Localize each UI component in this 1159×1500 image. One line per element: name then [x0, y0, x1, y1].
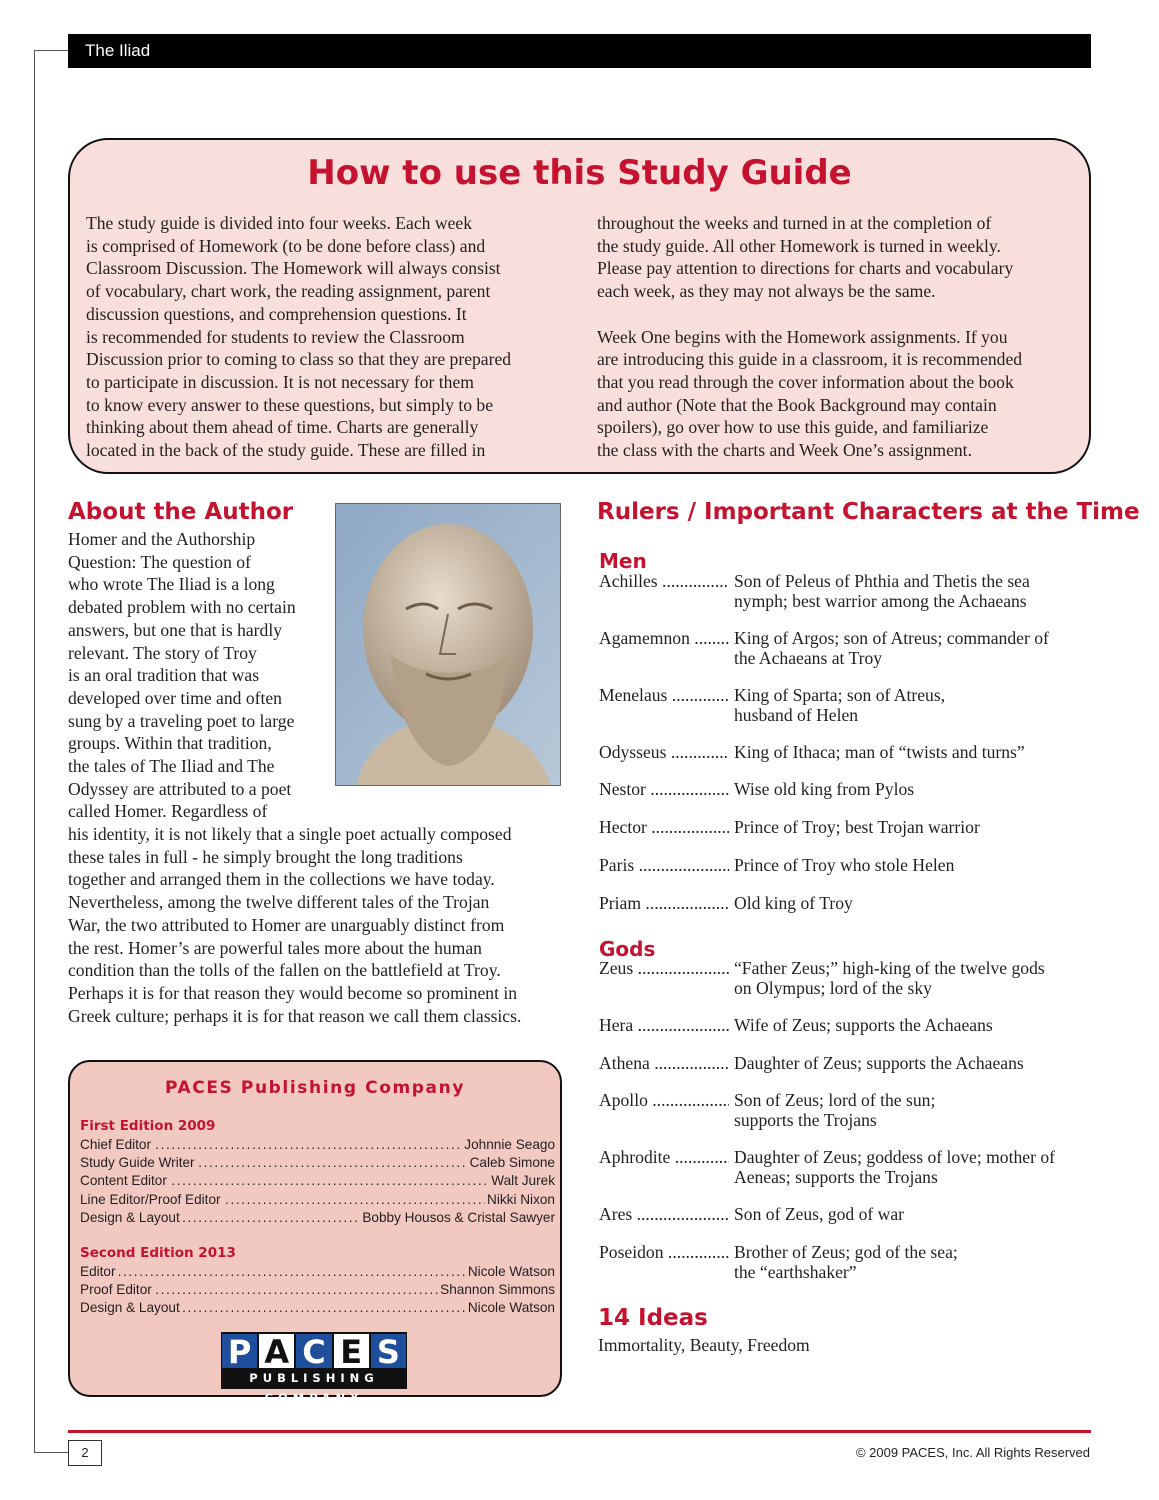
text-line: answers, but one that is hardly [68, 619, 283, 640]
text-line: Classroom Discussion. The Homework will always consist [86, 258, 501, 279]
running-header: The Iliad [68, 34, 1091, 68]
description-line: nymph; best warrior among the Achaeans [734, 590, 1027, 611]
description-line: Son of Peleus of Phthia and Thetis the sea [734, 571, 1030, 591]
text-line: relevant. The story of Troy [68, 642, 257, 663]
about-author-heading: About the Author [68, 499, 294, 525]
text-line: condition than the tolls of the fallen on the battlefield at Troy. [68, 960, 501, 981]
text-line: that you read through the cover information about the book [597, 371, 1014, 392]
logo-subtitle: PUBLISHING COMPANY [249, 1371, 379, 1405]
text-line [597, 303, 1022, 326]
description-line: King of Argos; son of Atreus; commander of [734, 628, 1049, 648]
character-description [734, 1205, 904, 1225]
text-line: the tales of The Iliad and The [68, 756, 275, 777]
text-line: debated problem with no certain [68, 597, 296, 618]
page-bracket-line [34, 50, 68, 1453]
logo-letter: S [371, 1334, 406, 1368]
description-line: Aeneas; supports the Trojans [734, 1166, 938, 1187]
text-line: is an oral tradition that was [68, 665, 260, 686]
description-line: Daughter of Zeus; goddess of love; mother of [734, 1147, 1056, 1167]
credit-name: Nicole Watson [466, 1299, 555, 1317]
description-line: King of Sparta; son of Atreus, [734, 685, 946, 705]
text-line: War, the two attributed to Homer are unarguably distinct from [68, 914, 505, 935]
text-line: Week One begins with the Homework assignments. If you [597, 326, 1008, 347]
text-line: is recommended for students to review the Classroom [86, 326, 465, 347]
text-line: Greek culture; perhaps it is for that reason we call them classics. [68, 1005, 522, 1026]
homer-bust-image [335, 503, 561, 786]
credit-role: Chief Editor [80, 1137, 154, 1152]
credit-role: Design & Layout [80, 1210, 183, 1225]
text-line: these tales in full - he simply brought the long traditions [68, 846, 463, 867]
author-text-wide [68, 823, 521, 1027]
text-line: the study guide. All other Homework is turned in weekly. [597, 235, 1001, 256]
text-line: groups. Within that tradition, [68, 733, 272, 754]
footer-rule [68, 1430, 1091, 1433]
character-description [734, 686, 945, 725]
credit-role: Design & Layout [80, 1300, 183, 1315]
character-name: Athena ..... [599, 1054, 729, 1074]
text-line: the rest. Homer’s are powerful tales more about the human [68, 937, 482, 958]
description-line: Wife of Zeus; supports the Achaeans [734, 1015, 993, 1035]
description-line: Son of Zeus, god of war [734, 1204, 905, 1224]
page-number: 2 [68, 1440, 102, 1466]
description-line: Prince of Troy; best Trojan warrior [734, 817, 980, 837]
publisher-title: PACES Publishing Company [164, 1078, 466, 1098]
character-name: Hera ..... [599, 1016, 729, 1036]
text-line: together and arranged them in the collections we have today. [68, 869, 495, 890]
credit-row [80, 1154, 555, 1172]
character-description [734, 743, 1025, 763]
character-name: Poseidon ..... [599, 1243, 729, 1263]
description-line: “Father Zeus;” high-king of the twelve gods [734, 958, 1045, 978]
character-description [734, 1091, 935, 1130]
intro-right-column [597, 212, 1022, 462]
text-line: Question: The question of [68, 551, 251, 572]
character-description [734, 1054, 1024, 1074]
character-name: Hector ..... [599, 818, 729, 838]
character-name: Nestor ..... [599, 780, 729, 800]
description-line: Son of Zeus; lord of the sun; [734, 1090, 936, 1110]
credit-name: Bobby Housos & Cristal Sawyer [360, 1209, 555, 1227]
character-description [734, 894, 853, 914]
credit-role: Content Editor [80, 1173, 170, 1188]
logo-letter: C [296, 1334, 331, 1368]
paces-logo [221, 1332, 407, 1405]
intro-left-column [86, 212, 511, 462]
credit-row [80, 1136, 555, 1154]
character-description [734, 1148, 1055, 1187]
credit-row [80, 1172, 555, 1190]
text-line: located in the back of the study guide. These are filled in [86, 440, 486, 461]
credit-role: Study Guide Writer [80, 1155, 198, 1170]
character-name: Paris ..... [599, 856, 729, 876]
logo-letter: A [259, 1334, 294, 1368]
character-name: Menelaus ..... [599, 686, 729, 706]
character-name: Achilles ..... [599, 572, 729, 592]
credit-name: Johnnie Seago [462, 1136, 555, 1154]
credit-row [80, 1191, 555, 1209]
second-edition-heading: Second Edition 2013 [80, 1245, 236, 1261]
character-description [734, 818, 980, 838]
copyright-notice: © 2009 PACES, Inc. All Rights Reserved [855, 1445, 1090, 1460]
character-name: Odysseus ..... [599, 743, 729, 763]
credit-role: Proof Editor [80, 1282, 155, 1297]
credit-name: Caleb Simone [468, 1154, 555, 1172]
author-text-narrow [68, 528, 296, 823]
character-description [734, 572, 1030, 611]
text-line: thinking about them ahead of time. Charts are generally [86, 417, 479, 438]
first-edition-heading: First Edition 2009 [80, 1118, 216, 1134]
text-line: and author (Note that the Book Background may contain [597, 394, 997, 415]
text-line: to know every answer to these questions, but simply to be [86, 394, 494, 415]
credit-role: Editor [80, 1264, 119, 1279]
description-line: Prince of Troy who stole Helen [734, 855, 955, 875]
credit-name: Walt Jurek [489, 1172, 555, 1190]
credit-row [80, 1281, 555, 1299]
text-line: discussion questions, and comprehension questions. It [86, 303, 467, 324]
character-description [734, 629, 1049, 668]
character-name: Zeus ..... [599, 959, 729, 979]
character-description [734, 856, 954, 876]
character-name: Apollo ..... [599, 1091, 729, 1111]
text-line: called Homer. Regardless of [68, 801, 268, 822]
text-line: Discussion prior to coming to class so that they are prepared [86, 349, 512, 370]
credit-name: Nikki Nixon [485, 1191, 555, 1209]
credit-name: Nicole Watson [466, 1263, 555, 1281]
text-line: developed over time and often [68, 687, 282, 708]
description-line: Old king of Troy [734, 893, 853, 913]
text-line: spoilers), go over how to use this guide, and familiarize [597, 417, 989, 438]
character-name: Priam ..... [599, 894, 729, 914]
description-line: Brother of Zeus; god of the sea; [734, 1242, 958, 1262]
text-line: each week, as they may not always be the same. [597, 281, 936, 302]
credit-row [80, 1299, 555, 1317]
men-heading: Men [599, 549, 647, 573]
ideas-text: Immortality, Beauty, Freedom [598, 1335, 810, 1355]
description-line: Daughter of Zeus; supports the Achaeans [734, 1053, 1024, 1073]
text-line: is comprised of Homework (to be done before class) and [86, 235, 486, 256]
description-line: husband of Helen [734, 704, 859, 725]
description-line: King of Ithaca; man of “twists and turns” [734, 742, 1025, 762]
character-description [734, 1016, 993, 1036]
text-line: throughout the weeks and turned in at the completion of [597, 213, 992, 233]
ideas-heading: 14 Ideas [598, 1305, 708, 1331]
text-line: Perhaps it is for that reason they would become so prominent in [68, 982, 518, 1003]
text-line: the class with the charts and Week One’s assignment. [597, 440, 972, 461]
text-line: who wrote The Iliad is a long [68, 574, 275, 595]
credit-row [80, 1263, 555, 1281]
description-line: Wise old king from Pylos [734, 779, 915, 799]
text-line: Odyssey are attributed to a poet [68, 778, 292, 799]
character-description [734, 959, 1045, 998]
text-line: his identity, it is not likely that a single poet actually composed [68, 824, 512, 844]
credit-name: Shannon Simmons [438, 1281, 555, 1299]
text-line: The study guide is divided into four weeks. Each week [86, 213, 472, 233]
character-name: Agamemnon ..... [599, 629, 729, 649]
intro-title: How to use this Study Guide [307, 153, 852, 193]
character-name: Ares ..... [599, 1205, 729, 1225]
text-line: to participate in discussion. It is not necessary for them [86, 371, 474, 392]
description-line: supports the Trojans [734, 1109, 877, 1130]
description-line: the Achaeans at Troy [734, 647, 883, 668]
logo-letter: E [334, 1334, 369, 1368]
text-line: Nevertheless, among the twelve different tales of the Trojan [68, 892, 490, 913]
character-name: Aphrodite ..... [599, 1148, 729, 1168]
text-line: of vocabulary, chart work, the reading assignment, parent [86, 281, 491, 302]
description-line: on Olympus; lord of the sky [734, 977, 932, 998]
text-line: Please pay attention to directions for charts and vocabulary [597, 258, 1014, 279]
character-description [734, 1243, 958, 1282]
credit-role: Line Editor/Proof Editor [80, 1192, 224, 1207]
rulers-heading: Rulers / Important Characters at the Time [597, 499, 1140, 525]
logo-letter: P [222, 1334, 257, 1368]
description-line: the “earthshaker” [734, 1261, 857, 1282]
credit-row [80, 1209, 555, 1227]
text-line: Homer and the Authorship [68, 529, 256, 549]
text-line: sung by a traveling poet to large [68, 710, 295, 731]
gods-heading: Gods [599, 937, 656, 961]
character-description [734, 780, 914, 800]
text-line: are introducing this guide in a classroom, it is recommended [597, 349, 1023, 370]
